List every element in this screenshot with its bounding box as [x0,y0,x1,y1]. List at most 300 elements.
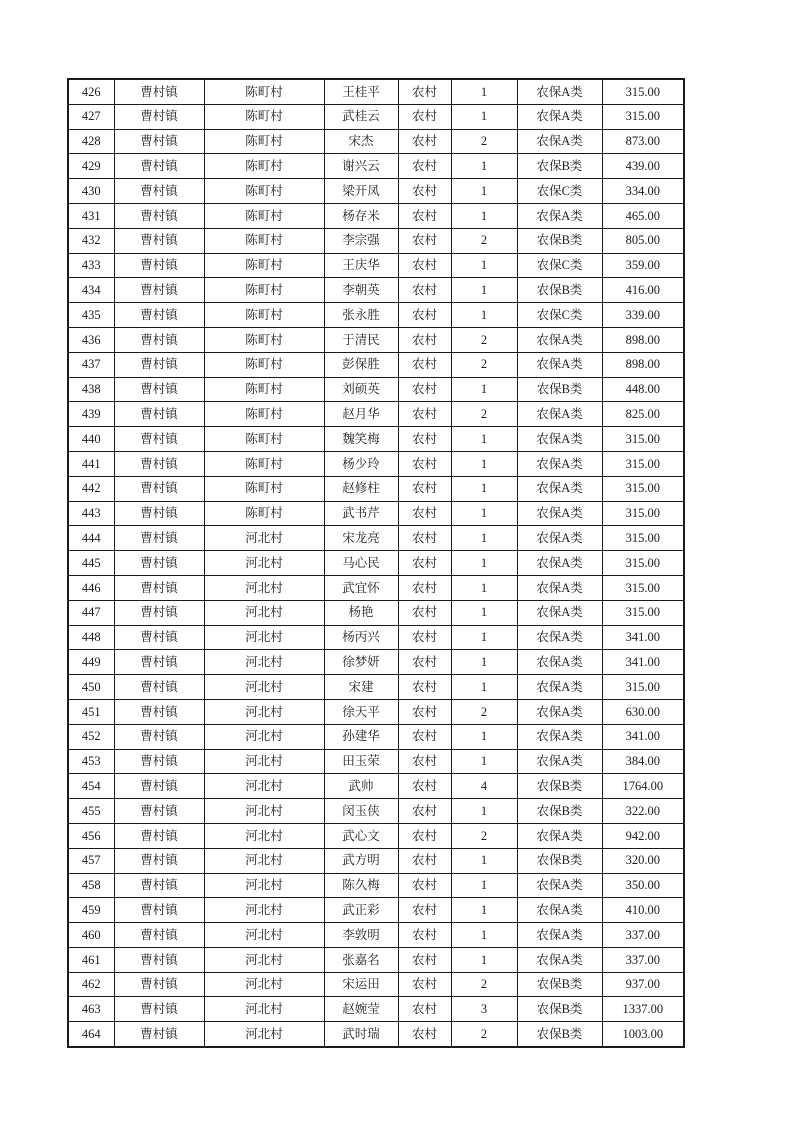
amount: 384.00 [602,749,684,774]
residence-type: 农村 [398,352,451,377]
table-row [68,625,684,650]
amount: 339.00 [602,303,684,328]
town-name: 曹村镇 [114,427,204,452]
table-row [68,947,684,972]
insurance-class: 农保C类 [517,303,602,328]
table-row [68,873,684,898]
person-count: 1 [451,104,517,129]
seq-number: 458 [68,873,114,898]
amount: 873.00 [602,129,684,154]
seq-number: 455 [68,799,114,824]
village-name: 陈町村 [204,427,324,452]
amount: 315.00 [602,427,684,452]
person-name: 宋运田 [324,972,398,997]
town-name: 曹村镇 [114,749,204,774]
residence-type: 农村 [398,972,451,997]
person-count: 2 [451,1022,517,1047]
insurance-class: 农保B类 [517,848,602,873]
seq-number: 437 [68,352,114,377]
person-name: 杨艳 [324,600,398,625]
insurance-class: 农保C类 [517,253,602,278]
village-name: 河北村 [204,749,324,774]
seq-number: 435 [68,303,114,328]
person-name: 武心文 [324,823,398,848]
village-name: 陈町村 [204,476,324,501]
town-name: 曹村镇 [114,997,204,1022]
person-name: 孙建华 [324,724,398,749]
town-name: 曹村镇 [114,79,204,104]
person-name: 宋杰 [324,129,398,154]
person-name: 武宜怀 [324,575,398,600]
residence-type: 农村 [398,228,451,253]
seq-number: 430 [68,179,114,204]
amount: 465.00 [602,203,684,228]
residence-type: 农村 [398,823,451,848]
residence-type: 农村 [398,600,451,625]
amount: 320.00 [602,848,684,873]
residence-type: 农村 [398,699,451,724]
town-name: 曹村镇 [114,873,204,898]
amount: 315.00 [602,675,684,700]
amount: 630.00 [602,699,684,724]
person-count: 2 [451,129,517,154]
amount: 942.00 [602,823,684,848]
town-name: 曹村镇 [114,898,204,923]
amount: 315.00 [602,104,684,129]
amount: 341.00 [602,724,684,749]
person-name: 彭保胜 [324,352,398,377]
seq-number: 454 [68,774,114,799]
town-name: 曹村镇 [114,972,204,997]
person-name: 武桂云 [324,104,398,129]
amount: 315.00 [602,551,684,576]
seq-number: 441 [68,451,114,476]
person-count: 1 [451,303,517,328]
amount: 337.00 [602,923,684,948]
seq-number: 464 [68,1022,114,1047]
table-row [68,427,684,452]
amount: 805.00 [602,228,684,253]
table-row [68,352,684,377]
seq-number: 431 [68,203,114,228]
town-name: 曹村镇 [114,352,204,377]
person-count: 1 [451,848,517,873]
town-name: 曹村镇 [114,650,204,675]
person-name: 武时瑞 [324,1022,398,1047]
insurance-class: 农保A类 [517,501,602,526]
person-count: 1 [451,253,517,278]
residence-type: 农村 [398,724,451,749]
insurance-class: 农保B类 [517,774,602,799]
seq-number: 447 [68,600,114,625]
village-name: 河北村 [204,799,324,824]
insurance-class: 农保A类 [517,749,602,774]
person-name: 田玉荣 [324,749,398,774]
town-name: 曹村镇 [114,699,204,724]
residence-type: 农村 [398,104,451,129]
village-name: 河北村 [204,675,324,700]
person-name: 魏笑梅 [324,427,398,452]
insurance-class: 农保A类 [517,551,602,576]
person-name: 李朝英 [324,278,398,303]
town-name: 曹村镇 [114,129,204,154]
town-name: 曹村镇 [114,451,204,476]
village-name: 河北村 [204,600,324,625]
person-name: 刘硕英 [324,377,398,402]
residence-type: 农村 [398,848,451,873]
village-name: 河北村 [204,873,324,898]
person-name: 赵月华 [324,402,398,427]
residence-type: 农村 [398,749,451,774]
village-name: 河北村 [204,551,324,576]
person-count: 1 [451,451,517,476]
village-name: 陈町村 [204,203,324,228]
table-row [68,799,684,824]
person-name: 杨丙兴 [324,625,398,650]
village-name: 陈町村 [204,402,324,427]
seq-number: 429 [68,154,114,179]
village-name: 河北村 [204,972,324,997]
seq-number: 436 [68,327,114,352]
residence-type: 农村 [398,923,451,948]
person-name: 李敦明 [324,923,398,948]
amount: 898.00 [602,352,684,377]
town-name: 曹村镇 [114,154,204,179]
insurance-class: 农保A类 [517,873,602,898]
table-row [68,551,684,576]
person-name: 宋建 [324,675,398,700]
person-count: 1 [451,501,517,526]
person-count: 1 [451,650,517,675]
person-count: 1 [451,179,517,204]
residence-type: 农村 [398,997,451,1022]
town-name: 曹村镇 [114,303,204,328]
insurance-class: 农保A类 [517,699,602,724]
village-name: 河北村 [204,848,324,873]
subsidy-roster-table [67,78,685,1048]
village-name: 河北村 [204,526,324,551]
amount: 315.00 [602,79,684,104]
insurance-class: 农保A类 [517,923,602,948]
table-row [68,104,684,129]
town-name: 曹村镇 [114,848,204,873]
residence-type: 农村 [398,501,451,526]
village-name: 河北村 [204,823,324,848]
seq-number: 451 [68,699,114,724]
town-name: 曹村镇 [114,675,204,700]
person-name: 陈久梅 [324,873,398,898]
village-name: 河北村 [204,724,324,749]
person-count: 1 [451,154,517,179]
amount: 1764.00 [602,774,684,799]
person-count: 1 [451,923,517,948]
residence-type: 农村 [398,1022,451,1047]
table-body [68,79,684,1047]
person-count: 1 [451,749,517,774]
residence-type: 农村 [398,427,451,452]
amount: 825.00 [602,402,684,427]
insurance-class: 农保A类 [517,650,602,675]
insurance-class: 农保B类 [517,228,602,253]
amount: 359.00 [602,253,684,278]
person-name: 闵玉侠 [324,799,398,824]
village-name: 河北村 [204,1022,324,1047]
town-name: 曹村镇 [114,501,204,526]
person-count: 1 [451,947,517,972]
insurance-class: 农保B类 [517,799,602,824]
insurance-class: 农保A类 [517,600,602,625]
village-name: 陈町村 [204,104,324,129]
residence-type: 农村 [398,129,451,154]
insurance-class: 农保A类 [517,675,602,700]
person-name: 谢兴云 [324,154,398,179]
insurance-class: 农保A类 [517,476,602,501]
table-row [68,848,684,873]
table-row [68,997,684,1022]
person-count: 2 [451,228,517,253]
seq-number: 433 [68,253,114,278]
insurance-class: 农保B类 [517,278,602,303]
seq-number: 427 [68,104,114,129]
person-count: 2 [451,352,517,377]
seq-number: 445 [68,551,114,576]
person-count: 2 [451,823,517,848]
amount: 937.00 [602,972,684,997]
town-name: 曹村镇 [114,1022,204,1047]
seq-number: 448 [68,625,114,650]
seq-number: 457 [68,848,114,873]
village-name: 河北村 [204,947,324,972]
insurance-class: 农保B类 [517,1022,602,1047]
residence-type: 农村 [398,526,451,551]
residence-type: 农村 [398,203,451,228]
town-name: 曹村镇 [114,402,204,427]
table-row [68,327,684,352]
seq-number: 434 [68,278,114,303]
residence-type: 农村 [398,476,451,501]
person-count: 1 [451,575,517,600]
insurance-class: 农保A类 [517,427,602,452]
insurance-class: 农保A类 [517,898,602,923]
residence-type: 农村 [398,154,451,179]
insurance-class: 农保C类 [517,179,602,204]
table-row [68,724,684,749]
amount: 350.00 [602,873,684,898]
person-count: 1 [451,675,517,700]
village-name: 河北村 [204,699,324,724]
town-name: 曹村镇 [114,575,204,600]
table-row [68,501,684,526]
insurance-class: 农保A类 [517,625,602,650]
amount: 439.00 [602,154,684,179]
person-name: 赵婉莹 [324,997,398,1022]
person-count: 2 [451,972,517,997]
amount: 315.00 [602,451,684,476]
residence-type: 农村 [398,575,451,600]
seq-number: 443 [68,501,114,526]
village-name: 河北村 [204,625,324,650]
seq-number: 439 [68,402,114,427]
town-name: 曹村镇 [114,724,204,749]
seq-number: 444 [68,526,114,551]
town-name: 曹村镇 [114,179,204,204]
person-count: 2 [451,699,517,724]
table-row [68,203,684,228]
seq-number: 449 [68,650,114,675]
town-name: 曹村镇 [114,327,204,352]
table-row [68,303,684,328]
insurance-class: 农保A类 [517,947,602,972]
village-name: 河北村 [204,774,324,799]
amount: 315.00 [602,526,684,551]
amount: 315.00 [602,600,684,625]
amount: 315.00 [602,501,684,526]
person-name: 赵修柱 [324,476,398,501]
person-name: 徐天平 [324,699,398,724]
table-row [68,699,684,724]
insurance-class: 农保A类 [517,327,602,352]
residence-type: 农村 [398,303,451,328]
person-name: 王桂平 [324,79,398,104]
village-name: 陈町村 [204,129,324,154]
amount: 448.00 [602,377,684,402]
person-count: 1 [451,724,517,749]
residence-type: 农村 [398,675,451,700]
amount: 337.00 [602,947,684,972]
person-count: 1 [451,551,517,576]
town-name: 曹村镇 [114,203,204,228]
amount: 416.00 [602,278,684,303]
seq-number: 461 [68,947,114,972]
table-row [68,1022,684,1047]
amount: 1003.00 [602,1022,684,1047]
table-row [68,451,684,476]
seq-number: 438 [68,377,114,402]
person-count: 1 [451,377,517,402]
residence-type: 农村 [398,179,451,204]
person-count: 4 [451,774,517,799]
amount: 315.00 [602,575,684,600]
person-name: 于清民 [324,327,398,352]
table-row [68,253,684,278]
residence-type: 农村 [398,898,451,923]
village-name: 陈町村 [204,377,324,402]
town-name: 曹村镇 [114,377,204,402]
insurance-class: 农保A类 [517,129,602,154]
seq-number: 446 [68,575,114,600]
seq-number: 462 [68,972,114,997]
insurance-class: 农保B类 [517,972,602,997]
person-name: 武方明 [324,848,398,873]
amount: 410.00 [602,898,684,923]
table-row [68,129,684,154]
person-name: 徐梦妍 [324,650,398,675]
residence-type: 农村 [398,327,451,352]
insurance-class: 农保A类 [517,724,602,749]
person-count: 3 [451,997,517,1022]
table-row [68,575,684,600]
person-count: 1 [451,873,517,898]
village-name: 陈町村 [204,501,324,526]
insurance-class: 农保A类 [517,823,602,848]
village-name: 河北村 [204,997,324,1022]
insurance-class: 农保A类 [517,526,602,551]
village-name: 陈町村 [204,352,324,377]
table-row [68,228,684,253]
table-row [68,972,684,997]
amount: 898.00 [602,327,684,352]
table-row [68,377,684,402]
person-count: 1 [451,278,517,303]
person-name: 杨少玲 [324,451,398,476]
village-name: 陈町村 [204,327,324,352]
person-name: 李宗强 [324,228,398,253]
person-count: 1 [451,526,517,551]
person-count: 1 [451,476,517,501]
person-count: 1 [451,427,517,452]
table-row [68,526,684,551]
person-count: 1 [451,625,517,650]
residence-type: 农村 [398,253,451,278]
town-name: 曹村镇 [114,104,204,129]
table-row [68,898,684,923]
village-name: 陈町村 [204,278,324,303]
village-name: 陈町村 [204,228,324,253]
table-row [68,154,684,179]
seq-number: 442 [68,476,114,501]
seq-number: 440 [68,427,114,452]
residence-type: 农村 [398,551,451,576]
village-name: 陈町村 [204,303,324,328]
insurance-class: 农保B类 [517,154,602,179]
insurance-class: 农保B类 [517,997,602,1022]
person-name: 王庆华 [324,253,398,278]
seq-number: 460 [68,923,114,948]
residence-type: 农村 [398,947,451,972]
residence-type: 农村 [398,774,451,799]
village-name: 河北村 [204,923,324,948]
town-name: 曹村镇 [114,476,204,501]
insurance-class: 农保A类 [517,575,602,600]
village-name: 陈町村 [204,253,324,278]
insurance-class: 农保A类 [517,402,602,427]
residence-type: 农村 [398,278,451,303]
amount: 1337.00 [602,997,684,1022]
town-name: 曹村镇 [114,823,204,848]
person-name: 梁开凤 [324,179,398,204]
village-name: 陈町村 [204,79,324,104]
town-name: 曹村镇 [114,625,204,650]
insurance-class: 农保A类 [517,104,602,129]
person-count: 1 [451,799,517,824]
amount: 334.00 [602,179,684,204]
insurance-class: 农保A类 [517,451,602,476]
residence-type: 农村 [398,799,451,824]
village-name: 陈町村 [204,179,324,204]
table-row [68,675,684,700]
village-name: 陈町村 [204,154,324,179]
person-name: 马心民 [324,551,398,576]
village-name: 河北村 [204,650,324,675]
seq-number: 426 [68,79,114,104]
seq-number: 452 [68,724,114,749]
town-name: 曹村镇 [114,278,204,303]
table-row [68,823,684,848]
seq-number: 432 [68,228,114,253]
insurance-class: 农保A类 [517,352,602,377]
seq-number: 456 [68,823,114,848]
insurance-class: 农保B类 [517,377,602,402]
